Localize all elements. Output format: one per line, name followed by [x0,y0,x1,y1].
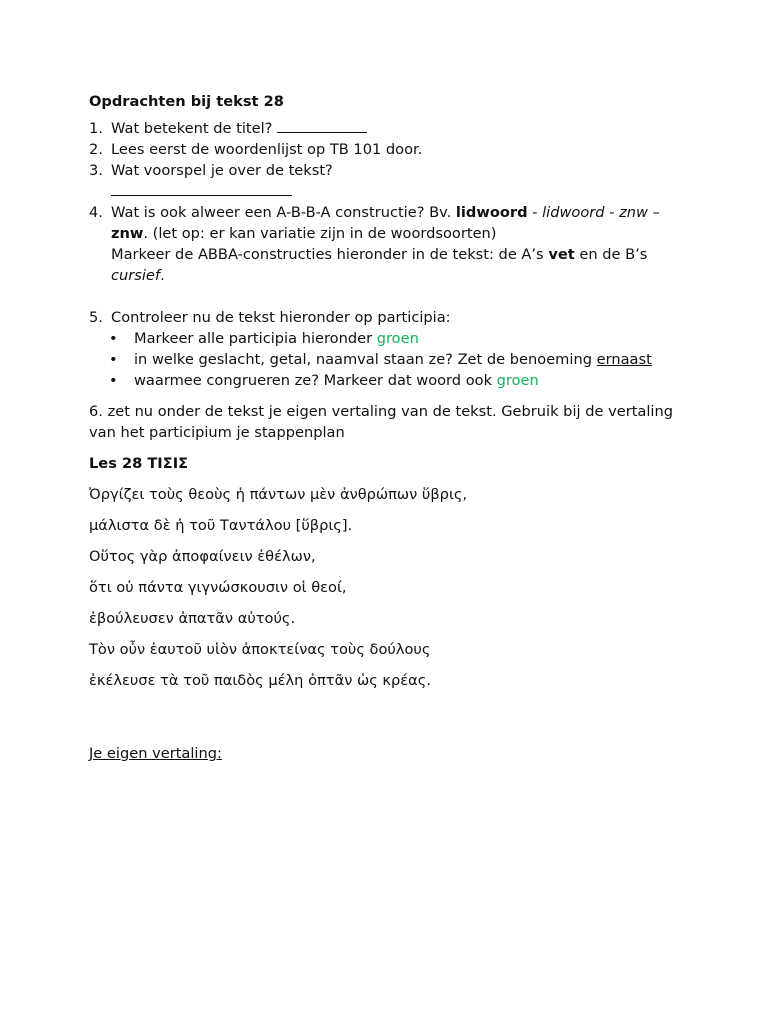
own-translation-heading: Je eigen vertaling: [89,745,222,762]
document-page [89,89,689,764]
item-number: 1. [89,120,103,137]
item-number: 2. [89,141,103,158]
sub-bullet-list [89,328,689,391]
greek-line: ὅτι οὐ πάντα γιγνώσκουσιν οἱ θεοί, [89,579,347,596]
green-word: groen [376,330,419,347]
bullet-icon: • [109,351,118,368]
list-item [89,202,689,286]
greek-line: μάλιστα δὲ ἡ τοῦ Ταντάλου [ὕβρις]. [89,517,353,534]
question-text: Wat voorspel je over de tekst? [111,162,333,179]
page-title: Opdrachten bij tekst 28 [89,93,284,110]
list-item [89,307,689,328]
green-word: groen [496,372,539,389]
greek-line: Οὕτος γὰρ ἀποφαίνειν ἐθέλων, [89,548,316,565]
greek-line: Τὸν οὖν ἑαυτοῦ υἱὸν ἀποκτείνας τοὺς δούλους [89,641,431,658]
bold-example: znw [111,225,144,242]
question-text: Controleer nu de tekst hieronder op participia: [111,309,451,326]
bullet-item [89,370,689,391]
list-item [89,139,689,160]
question-text: Wat is ook alweer een A-B-B-A constructie? Bv. [111,204,452,221]
bullet-text: Markeer alle participia hieronder [134,330,373,347]
greek-line: ἐβούλευσεν ἀπατᾶν αὐτούς. [89,610,296,627]
assignment-list [89,118,689,328]
item-six: 6. zet nu onder de tekst je eigen vertaling van de tekst. Gebruik bij de vertaling van het participium je stappenplan [89,403,673,441]
dash: – [647,204,660,221]
italic-word: cursief [111,267,161,284]
bold-example: lidwoord [455,204,528,221]
greek-line: ἐκέλευσε τὰ τοῦ παιδὸς μέλη ὀπτᾶν ὡς κρέας. [89,672,431,689]
lesson-title: Les 28 ΤΙΣΙΣ [89,455,189,472]
answer-blank[interactable] [111,181,292,196]
list-item [89,160,689,202]
greek-line: Ὀργίζει τοὺς θεοὺς ἡ πάντων μὲν ἀνθρώπων ὕβρις, [89,486,468,503]
bullet-text: waarmee congrueren ze? Markeer dat woord ook [134,372,493,389]
italic-example: lidwoord - znw [542,204,648,221]
bullet-item [89,328,689,349]
bullet-icon: • [109,372,118,389]
bullet-item [89,349,689,370]
period: . [160,267,165,284]
note-text: . (let op: er kan variatie zijn in de woordsoorten) [143,225,497,242]
item-number: 4. [89,204,103,221]
instruction-text: Markeer de ABBA-constructies hieronder in de tekst: de A’s [111,246,544,263]
greek-text [89,484,689,691]
answer-blank[interactable] [277,118,367,133]
bold-word: vet [548,246,575,263]
list-item [89,118,689,139]
item-number: 5. [89,309,103,326]
item-number: 3. [89,162,103,179]
question-text: Lees eerst de woordenlijst op TB 101 door. [111,141,423,158]
bullet-text: in welke geslacht, getal, naamval staan ze? Zet de benoeming [134,351,592,368]
question-text: Wat betekent de titel? [111,120,273,137]
underlined-word: ernaast [596,351,652,368]
separator: - [527,204,543,221]
instruction-text: en de B’s [579,246,648,263]
bullet-icon: • [109,330,118,347]
